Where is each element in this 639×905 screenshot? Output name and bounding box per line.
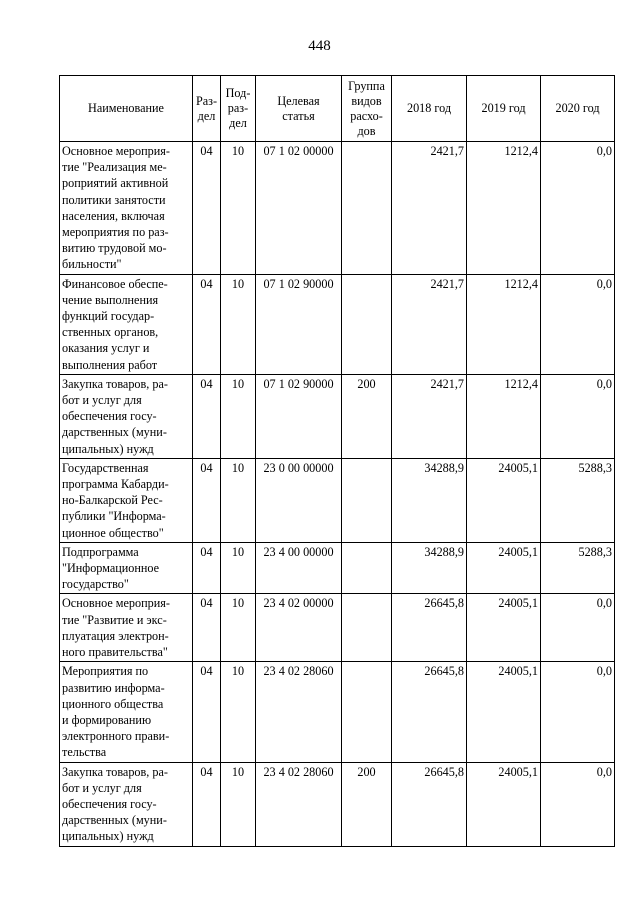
row-2019: 1212,4 — [467, 374, 541, 458]
row-target: 23 4 00 00000 — [256, 542, 342, 594]
row-razdel: 04 — [193, 458, 221, 542]
row-name: Финансовое обеспе- чение выполнения функций государ- ственных органов, оказания услуг и выполнения работ — [60, 274, 193, 374]
row-2020: 0,0 — [541, 274, 615, 374]
row-2020: 0,0 — [541, 594, 615, 662]
row-podrazdel: 10 — [221, 142, 256, 275]
row-name: Основное мероприя- тие "Реализация ме- роприятий активной политики занятости населения, включая мероприятия по раз- витию трудовой мо- бильности" — [60, 142, 193, 275]
row-group — [342, 458, 392, 542]
row-razdel: 04 — [193, 662, 221, 762]
page-number: 448 — [308, 38, 331, 54]
header-name: Наименование — [60, 76, 193, 142]
row-razdel: 04 — [193, 142, 221, 275]
row-2020: 0,0 — [541, 374, 615, 458]
table-row — [60, 142, 615, 275]
row-name: Мероприятия по развитию информа- ционного общества и формированию электронного прави- тельства — [60, 662, 193, 762]
row-2019: 24005,1 — [467, 542, 541, 594]
row-group — [342, 274, 392, 374]
table-row — [60, 762, 615, 846]
row-group — [342, 662, 392, 762]
row-2019: 1212,4 — [467, 142, 541, 275]
row-2019: 24005,1 — [467, 762, 541, 846]
table-row — [60, 662, 615, 762]
row-2018: 26645,8 — [392, 662, 467, 762]
table-header-row — [60, 76, 615, 142]
row-2018: 2421,7 — [392, 374, 467, 458]
row-podrazdel: 10 — [221, 458, 256, 542]
row-razdel: 04 — [193, 594, 221, 662]
header-razdel: Раз- дел — [193, 76, 221, 142]
header-2018: 2018 год — [392, 76, 467, 142]
row-razdel: 04 — [193, 542, 221, 594]
row-group — [342, 142, 392, 275]
row-podrazdel: 10 — [221, 374, 256, 458]
header-target: Целевая статья — [256, 76, 342, 142]
row-2018: 34288,9 — [392, 542, 467, 594]
row-name: Закупка товаров, ра- бот и услуг для обеспечения госу- дарственных (муни- ципальных) нужд — [60, 762, 193, 846]
row-2020: 0,0 — [541, 762, 615, 846]
row-2018: 26645,8 — [392, 594, 467, 662]
row-2018: 26645,8 — [392, 762, 467, 846]
row-2018: 2421,7 — [392, 274, 467, 374]
table-row — [60, 374, 615, 458]
row-2019: 24005,1 — [467, 458, 541, 542]
row-2018: 34288,9 — [392, 458, 467, 542]
row-group: 200 — [342, 374, 392, 458]
row-target: 23 0 00 00000 — [256, 458, 342, 542]
table-row — [60, 458, 615, 542]
row-target: 23 4 02 28060 — [256, 662, 342, 762]
row-2019: 1212,4 — [467, 274, 541, 374]
row-2020: 5288,3 — [541, 542, 615, 594]
row-2018: 2421,7 — [392, 142, 467, 275]
table-row — [60, 542, 615, 594]
row-razdel: 04 — [193, 374, 221, 458]
row-podrazdel: 10 — [221, 662, 256, 762]
row-2020: 5288,3 — [541, 458, 615, 542]
row-name: Основное мероприя- тие "Развитие и экс- плуатация электрон- ного правительства" — [60, 594, 193, 662]
row-podrazdel: 10 — [221, 594, 256, 662]
header-group: Группа видов расхо- дов — [342, 76, 392, 142]
row-target: 07 1 02 90000 — [256, 374, 342, 458]
row-name: Подпрограмма "Информационное государство" — [60, 542, 193, 594]
row-podrazdel: 10 — [221, 542, 256, 594]
row-2020: 0,0 — [541, 142, 615, 275]
row-podrazdel: 10 — [221, 274, 256, 374]
row-2019: 24005,1 — [467, 594, 541, 662]
row-name: Закупка товаров, ра- бот и услуг для обеспечения госу- дарственных (муни- ципальных) нужд — [60, 374, 193, 458]
row-podrazdel: 10 — [221, 762, 256, 846]
header-2019: 2019 год — [467, 76, 541, 142]
row-target: 07 1 02 90000 — [256, 274, 342, 374]
table-row — [60, 274, 615, 374]
budget-table — [59, 75, 615, 847]
row-2020: 0,0 — [541, 662, 615, 762]
row-group: 200 — [342, 762, 392, 846]
row-group — [342, 542, 392, 594]
row-razdel: 04 — [193, 762, 221, 846]
row-group — [342, 594, 392, 662]
header-podrazdel: Под- раз- дел — [221, 76, 256, 142]
header-2020: 2020 год — [541, 76, 615, 142]
row-target: 23 4 02 00000 — [256, 594, 342, 662]
row-razdel: 04 — [193, 274, 221, 374]
row-2019: 24005,1 — [467, 662, 541, 762]
row-name: Государственная программа Кабарди- но-Балкарской Рес- публики "Информа- ционное общество" — [60, 458, 193, 542]
row-target: 23 4 02 28060 — [256, 762, 342, 846]
row-target: 07 1 02 00000 — [256, 142, 342, 275]
table-row — [60, 594, 615, 662]
